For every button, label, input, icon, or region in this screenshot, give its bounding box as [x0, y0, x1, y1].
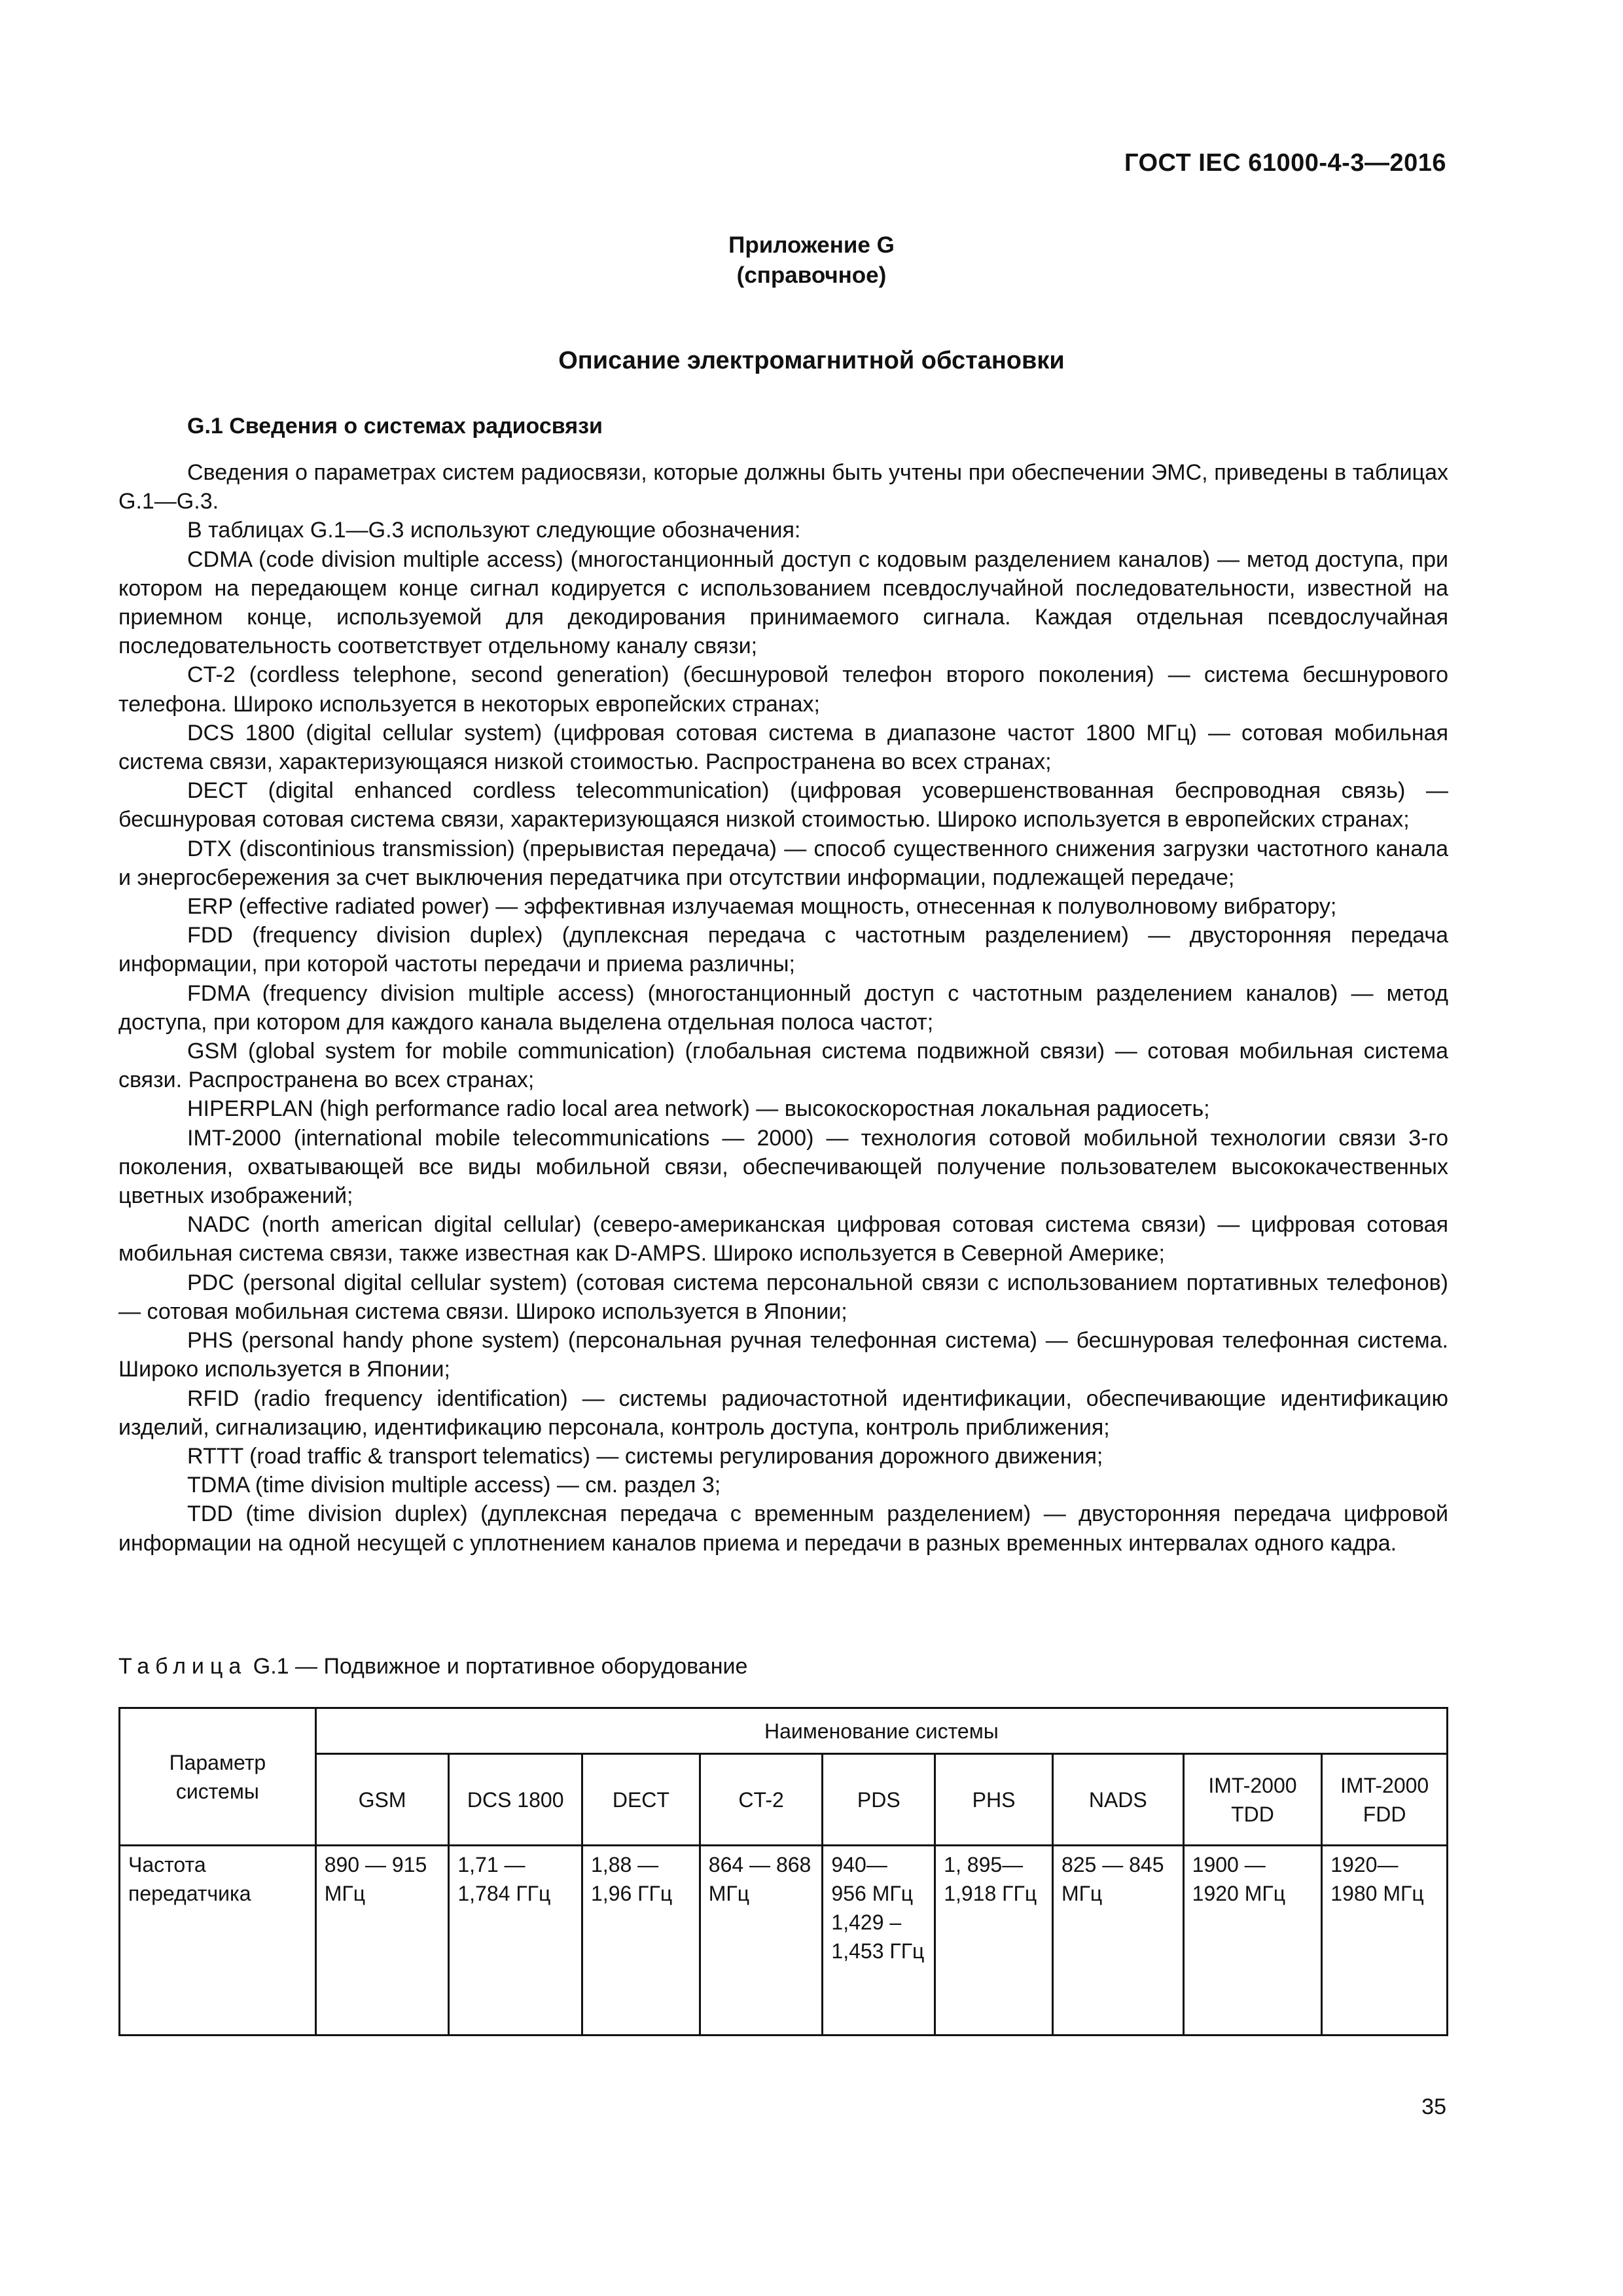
systems-table [118, 1707, 1448, 2036]
appendix-subtitle: (справочное) [736, 262, 887, 288]
system-header: GSM [315, 1754, 449, 1846]
table-cell: 890 — 915 МГц [315, 1846, 449, 2036]
paragraph: FDD (frequency division duplex) (дуплексная передача с частотным разделением) — двусторонняя передача информации, при которой частоты передачи и приема различны; [118, 923, 1448, 977]
table-header-row [120, 1708, 1448, 1754]
system-header: NADS [1052, 1754, 1183, 1846]
table-cell: 940— 956 МГц 1,429 –1,453 ГГц [823, 1846, 935, 2036]
paragraph: GSM (global system for mobile communication) (глобальная система подвижной связи) — сотовая мобильная система связи. Распространена во всех странах; [118, 1039, 1448, 1093]
paragraph: В таблицах G.1—G.3 используют следующие обозначения: [187, 518, 801, 543]
paragraph: DTX (discontinious transmission) (прерывистая передача) — способ существенного снижения загрузки частотного канала и энергосбережения за счет выключения передатчика при отсутствии информации, подлежащей передаче; [118, 836, 1448, 890]
row-label: Частота передатчика [120, 1846, 316, 2036]
paragraph: DCS 1800 (digital cellular system) (цифровая сотовая система в диапазоне частот 1800 МГц) — сотовая мобильная система связи, характеризующаяся низкой стоимостью. Распространена во всех странах; [118, 720, 1448, 775]
appendix-title [0, 230, 1623, 291]
paragraph: CDMA (code division multiple access) (многостанционный доступ с кодовым разделением каналов) — метод доступа, при котором на передающем конце сигнал кодируется с использованием псевдослучайной последовательности, известной на приемном конце, используемой для декодирования принимаемого сигнала. Каждая отдельная псевдослучайная последовательность соответствует отдельному каналу связи; [118, 547, 1448, 659]
table-cell: 1,71 — 1,784 ГГц [449, 1846, 582, 2036]
system-header: IMT-2000 TDD [1183, 1754, 1322, 1846]
table-cell: 1,88 — 1,96 ГГц [582, 1846, 700, 2036]
subsection-title: G.1 Сведения о системах радиосвязи [187, 414, 603, 439]
table-cell: 1, 895— 1,918 ГГц [935, 1846, 1053, 2036]
table-cell: 825 — 845 МГц [1052, 1846, 1183, 2036]
paragraph: TDD (time division duplex) (дуплексная передача с временным разделением) — двусторонняя передача цифровой информации на одной несущей с уплотнением каналов приема и передачи в разных временных интервалах одного кадра. [118, 1501, 1448, 1556]
group-header: Наименование системы [315, 1708, 1447, 1754]
system-header: PDS [823, 1754, 935, 1846]
paragraph: FDMA (frequency division multiple access) (многостанционный доступ с частотным разделением каналов) — метод доступа, при котором для каждого канала выделена отдельная полоса частот; [118, 980, 1448, 1035]
paragraph: RFID (radio frequency identification) — системы радиочастотной идентификации, обеспечивающие идентификацию изделий, сигнализацию, идентификацию персонала, контроль доступа, контроль приближения; [118, 1386, 1448, 1440]
table-cell: 1900 — 1920 МГц [1183, 1846, 1322, 2036]
system-header: PHS [935, 1754, 1053, 1846]
appendix-label: Приложение G [728, 232, 895, 258]
system-header: DECT [582, 1754, 700, 1846]
table-subheader-row [120, 1754, 1448, 1846]
paragraph: HIPERPLAN (high performance radio local area network) — высокоскоростная локальная радиосеть; [187, 1096, 1210, 1122]
paragraph: RTTT (road traffic & transport telematics) — системы регулирования дорожного движения; [187, 1443, 1103, 1469]
table-cell: 864 — 868 МГц [700, 1846, 823, 2036]
paragraph: TDMA (time division multiple access) — см. раздел 3; [187, 1473, 721, 1498]
table-caption-label: Таблица [118, 1654, 247, 1679]
table-cell: 1920— 1980 МГц [1322, 1846, 1448, 2036]
paragraph: NADC (north american digital cellular) (северо-американская цифровая сотовая система связи) — цифровая сотовая мобильная система связи, также известная как D-AMPS. Широко используется в Северной Америке; [118, 1212, 1448, 1266]
table-caption [118, 1654, 747, 1679]
table-row [120, 1846, 1448, 2036]
section-title: Описание электромагнитной обстановки [558, 347, 1065, 374]
paragraph: Сведения о параметрах систем радиосвязи, которые должны быть учтены при обеспечении ЭМС, приведены в таблицах G.1—G.3. [118, 460, 1448, 514]
header-doc-code: ГОСТ IEC 61000-4-3—2016 [1124, 149, 1446, 177]
paragraph: DECT (digital enhanced cordless telecommunication) (цифровая усовершенствованная беспроводная связь) — бесшнуровая сотовая система связи, характеризующаяся низкой стоимостью. Широко используется в европейских странах; [118, 778, 1448, 833]
param-header: Параметр системы [120, 1708, 316, 1846]
paragraph: IMT-2000 (international mobile telecommunications — 2000) — технология сотовой мобильной технологии связи 3-го поколения, охватывающей все виды мобильной связи, обеспечивающей получение пользователем высококачественных цветных изображений; [118, 1125, 1448, 1209]
system-header: CT-2 [700, 1754, 823, 1846]
paragraph: PHS (personal handy phone system) (персональная ручная телефонная система) — бесшнуровая телефонная система. Широко используется в Японии; [118, 1328, 1448, 1382]
paragraph: CT-2 (cordless telephone, second generation) (бесшнуровой телефон второго поколения) — система бесшнурового телефона. Широко используется в некоторых европейских странах; [118, 662, 1448, 717]
paragraph: ERP (effective radiated power) — эффективная излучаемая мощность, отнесенная к полуволновому вибратору; [187, 894, 1337, 920]
body-text [118, 458, 1448, 1558]
page-number: 35 [1421, 2094, 1446, 2119]
system-header: IMT-2000 FDD [1322, 1754, 1448, 1846]
paragraph: PDC (personal digital cellular system) (сотовая система персональной связи с использованием портативных телефонов) — сотовая мобильная система связи. Широко используется в Японии; [118, 1270, 1448, 1324]
table-caption-text: G.1 — Подвижное и портативное оборудование [247, 1654, 748, 1679]
system-header: DCS 1800 [449, 1754, 582, 1846]
